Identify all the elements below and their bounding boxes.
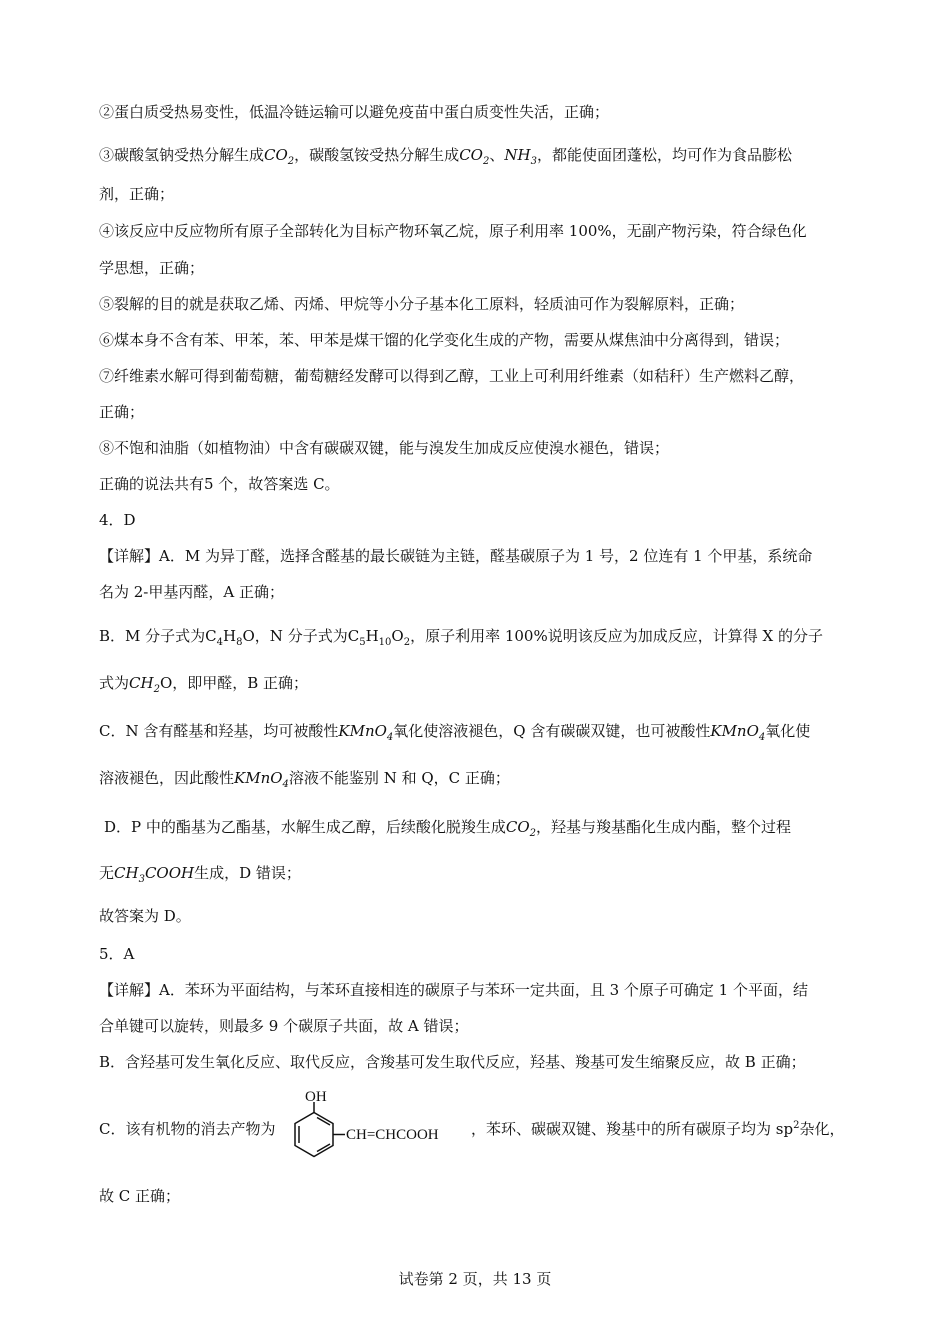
text-line: 故答案为 D。 (99, 907, 191, 925)
formula-kmno4: KMnO$_4$ (338, 722, 394, 743)
text-span: 氧化使 (765, 722, 811, 740)
formula-ch3cooh: $CH_3COOH$ (114, 864, 195, 885)
text-line: 【详解】A．苯环为平面结构，与苯环直接相连的碳原子与苯环一定共面，且 3 个原子可确定 1 个平面，结 (99, 981, 808, 999)
text-line: 剂，正确； (99, 185, 175, 203)
hydroxyl-label: OH (305, 1089, 327, 1105)
text-span: 溶液不能鉴别 N 和 Q，C 正确； (288, 769, 510, 787)
question-number: 5．A (99, 945, 135, 963)
text-line: 正确； (99, 403, 145, 421)
formula-c5h10o2: $C_5H_{10}O_2$ (347, 627, 411, 648)
text-span: ，羟基与羧基酯化生成内酯，整个过程 (536, 818, 792, 836)
text-line (104, 817, 791, 837)
page-footer: 试卷第 2 页，共 13 页 (398, 1270, 552, 1288)
text-line: C．该有机物的消去产物为 (99, 1120, 276, 1138)
text-span: ，苯环、碳碳双键、羧基中的所有碳原子均为 sp (471, 1120, 794, 1138)
text-line: 名为 2-甲基丙醛，A 正确； (99, 583, 284, 601)
text-line (99, 768, 510, 788)
text-line (99, 673, 308, 693)
text-span: C．N 含有醛基和羟基，均可被酸性 (99, 722, 339, 740)
text-span: ，N 分子式为 (254, 627, 348, 645)
text-span: B．M 分子式为 (99, 627, 206, 645)
text-line: 学思想，正确； (99, 259, 205, 277)
formula-co2: $CO_2$ (264, 146, 295, 167)
formula-co2: $CO_2$ (505, 818, 537, 839)
text-span: ，碳酸氢铵受热分解生成 (294, 146, 460, 164)
text-line: 【详解】A．M 为异丁醛，选择含醛基的最长碳链为主链，醛基碳原子为 1 号，2 位连有 1 个甲基，系统命 (99, 547, 813, 565)
formula-co2: $CO_2$ (459, 146, 490, 167)
text-line (99, 863, 301, 883)
text-span: 氧化使溶液褪色，Q 含有碳碳双键，也可被酸性 (393, 722, 711, 740)
text-span: 、 (489, 146, 505, 164)
benzene-ring-icon (295, 1102, 345, 1157)
text-line (471, 1119, 844, 1139)
text-span: ，都能使面团蓬松，均可作为食品膨松 (536, 146, 792, 164)
text-line: 合单键可以旋转，则最多 9 个碳原子共面，故 A 错误； (99, 1017, 469, 1035)
text-span: ，原子利用率 100%说明该反应为加成反应，计算得 X 的分子 (410, 627, 823, 645)
text-span: 式为 (99, 674, 130, 692)
question-number: 4．D (99, 511, 136, 529)
text-line: ⑥煤本身不含有苯、甲苯，苯、甲苯是煤干馏的化学变化生成的产物，需要从煤焦油中分离得到，错误； (99, 331, 790, 349)
text-span: D．P 中的酯基为乙酯基，水解生成乙醇，后续酸化脱羧生成 (104, 818, 506, 836)
formula-nh3: $NH_3$ (504, 146, 537, 167)
text-line: 故 C 正确； (99, 1187, 181, 1205)
text-line: ⑦纤维素水解可得到葡萄糖，葡萄糖经发酵可以得到乙醇，工业上可利用纤维素（如秸秆）生产燃料乙醇， (99, 367, 805, 385)
text-line: ⑧不饱和油脂（如植物油）中含有碳碳双键，能与溴发生加成反应使溴水褪色，错误； (99, 439, 670, 457)
text-span: 生成，D 错误； (194, 864, 301, 882)
text-span: ③碳酸氢钠受热分解生成 (99, 146, 265, 164)
text-span: 无 (99, 864, 115, 882)
text-line: 正确的说法共有5 个，故答案选 C。 (99, 475, 340, 493)
side-chain-label: CH=CHCOOH (346, 1127, 439, 1143)
formula-kmno4: KMnO$_4$ (234, 769, 289, 790)
formula-ch2o: $CH_2O$ (129, 674, 173, 695)
text-span: 溶液褪色，因此酸性 (99, 769, 235, 787)
text-line: ②蛋白质受热易变性，低温冷链运输可以避免疫苗中蛋白质变性失活，正确； (99, 103, 610, 121)
text-line: ④该反应中反应物所有原子全部转化为目标产物环氧乙烷，原子利用率 100%，无副产物污染，符合绿色化 (99, 222, 807, 240)
text-line: ⑤裂解的目的就是获取乙烯、丙烯、甲烷等小分子基本化工原料，轻质油可作为裂解原料，正确； (99, 295, 745, 313)
structure-diagram (289, 1087, 469, 1167)
text-line (99, 721, 810, 741)
text-span: ，即甲醛，B 正确； (172, 674, 309, 692)
text-line (99, 145, 792, 165)
text-line: B．含羟基可发生氧化反应、取代反应，含羧基可发生取代反应，羟基、羧基可发生缩聚反应，故 B 正确； (99, 1053, 806, 1071)
formula-kmno4: KMnO$_4$ (710, 722, 766, 743)
text-line (99, 626, 823, 646)
text-span: 杂化， (799, 1120, 845, 1138)
formula-c4h8o: $C_4H_8O$ (205, 627, 255, 648)
superscript: 2 (793, 1120, 800, 1131)
